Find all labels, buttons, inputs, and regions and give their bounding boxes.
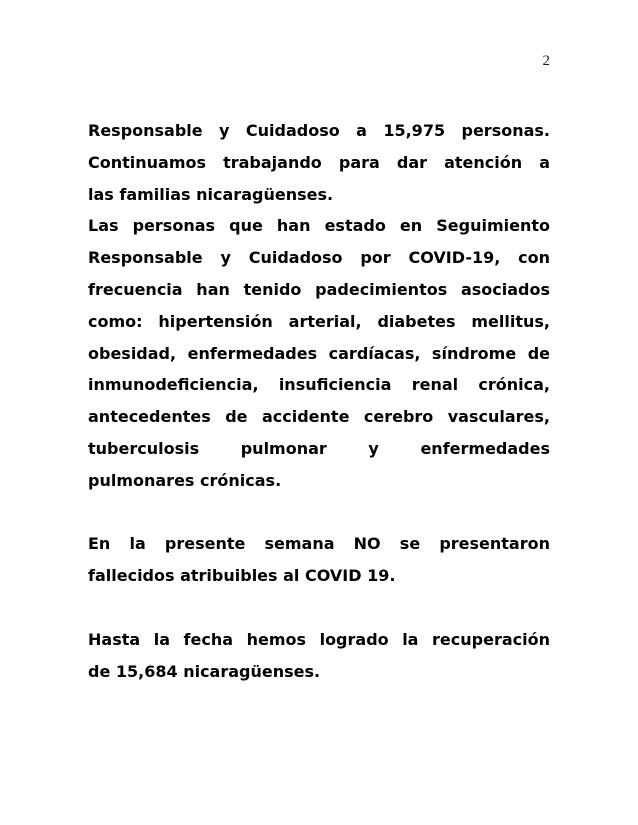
paragraph — [88, 210, 550, 496]
text-line: fallecidos atribuibles al COVID 19. — [88, 566, 396, 586]
text-line: Hasta la fecha hemos logrado la recuperación — [88, 629, 550, 649]
text-line: Las personas que han estado en Seguimiento — [88, 216, 550, 236]
text-line: Responsable y Cuidadoso por COVID-19, con — [88, 248, 550, 268]
text-line: tuberculosis pulmonar y enfermedades — [88, 438, 550, 458]
text-line: Continuamos trabajando para dar atención a — [88, 152, 550, 172]
text-line: de 15,684 nicaragüenses. — [88, 661, 321, 681]
paragraph — [88, 528, 550, 592]
text-line: En la presente semana NO se presentaron — [88, 534, 550, 554]
text-line: las familias nicaragüenses. — [88, 184, 334, 204]
text-line: inmunodeficiencia, insuficiencia renal crónica, — [88, 375, 550, 395]
text-line: como: hipertensión arterial, diabetes mellitus, — [88, 311, 550, 331]
paragraph — [88, 115, 550, 210]
document-body — [88, 115, 550, 687]
text-line: obesidad, enfermedades cardíacas, síndrome de — [88, 343, 550, 363]
text-line: frecuencia han tenido padecimientos asociados — [88, 279, 550, 299]
paragraph — [88, 624, 550, 688]
text-line: Responsable y Cuidadoso a 15,975 personas. — [88, 121, 550, 140]
text-line: pulmonares crónicas. — [88, 470, 282, 490]
page-number: 2 — [542, 53, 550, 69]
text-line: antecedentes de accidente cerebro vasculares, — [88, 407, 550, 427]
